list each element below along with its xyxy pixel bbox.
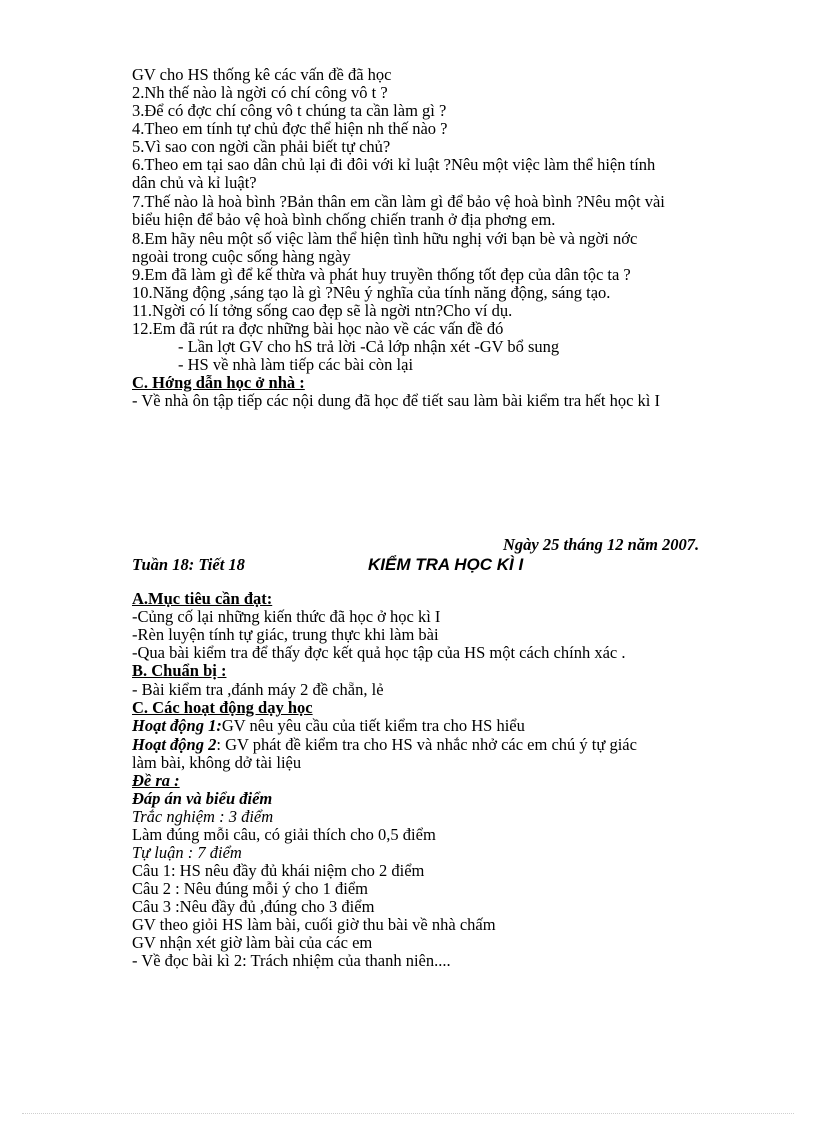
question-8: 8.Em hãy nêu một số việc làm thể hiện tình hữu nghị với bạn bè và ngời nớc [132, 229, 638, 248]
question-4: 4.Theo em tính tự chủ đợc thể hiện nh thế nào ? [132, 119, 448, 138]
question-7-cont: biểu hiện để bảo vệ hoà bình chống chiến tranh ở địa phơng em. [132, 210, 556, 229]
section-c-heading: C. Các hoạt động dạy học [132, 698, 313, 717]
question-11: 11.Ngời có lí tởng sống cao đẹp sẽ là ngời ntn?Cho ví dụ. [132, 301, 513, 320]
review-intro: GV cho HS thống kê các vấn đề đã học [132, 65, 392, 84]
question-5: 5.Vì sao con ngời cần phải biết tự chủ? [132, 137, 391, 156]
activity-1-text: GV nêu yêu cầu của tiết kiểm tra cho HS hiểu [221, 716, 525, 735]
section-b-heading: B. Chuẩn bị : [132, 661, 227, 680]
procedure-step-2: - HS về nhà làm tiếp các bài còn lại [178, 355, 414, 374]
lesson-week: Tuần 18: Tiết 18 [132, 555, 245, 574]
closing-1: GV theo giỏi HS làm bài, cuối giờ thu bài về nhà chấm [132, 915, 496, 934]
preparation-item: - Bài kiểm tra ,đánh máy 2 đề chẵn, lẻ [132, 680, 384, 699]
objective-1: -Củng cố lại những kiến thức đã học ở học kì I [132, 607, 441, 626]
lesson-title: KIỂM TRA HỌC KÌ I [368, 555, 524, 574]
section-a-heading: A.Mục tiêu cần đạt: [132, 589, 273, 608]
activity-2-text: : GV phát đề kiểm tra cho HS và nhắc nhở các em chú ý tự giác [216, 735, 637, 754]
activity-1-label: Hoạt động 1: [132, 716, 222, 735]
closing-2: GV nhận xét giờ làm bài của các em [132, 933, 373, 952]
question-12: 12.Em đã rút ra đợc những bài học nào về các vấn đề đó [132, 319, 504, 338]
exam-label: Đề ra : [132, 771, 180, 790]
objective-3: -Qua bài kiểm tra để thấy đợc kết quả học tập của HS một cách chính xác . [132, 643, 626, 662]
activity-1 [132, 717, 525, 735]
question-6: 6.Theo em tại sao dân chủ lại đi đôi với kỉ luật ?Nêu một việc làm thể hiện tính [132, 155, 656, 174]
closing-3: - Về đọc bài kì 2: Trách nhiệm của thanh niên.... [132, 951, 451, 970]
question-9: 9.Em đã làm gì để kế thừa và phát huy truyền thống tốt đẹp của dân tộc ta ? [132, 265, 631, 284]
answer-heading: Đáp án và biểu điểm [132, 789, 273, 808]
procedure-step-1: - Lần lợt GV cho hS trả lời -Cả lớp nhận xét -GV bổ sung [178, 337, 560, 356]
question-10: 10.Năng động ,sáng tạo là gì ?Nêu ý nghĩa của tính năng động, sáng tạo. [132, 283, 611, 302]
question-2: 2.Nh thế nào là ngời có chí công vô t ? [132, 83, 388, 102]
essay-item-1: Câu 1: HS nêu đầy đủ khái niệm cho 2 điểm [132, 861, 425, 880]
mc-label: Trắc nghiệm : 3 điểm [132, 807, 274, 826]
mc-text: Làm đúng mỗi câu, có giải thích cho 0,5 điểm [132, 825, 436, 844]
essay-item-2: Câu 2 : Nêu đúng mỗi ý cho 1 điểm [132, 879, 369, 898]
question-7: 7.Thế nào là hoà bình ?Bản thân em cần làm gì để bảo vệ hoà bình ?Nêu một vài [132, 192, 665, 211]
objective-2: -Rèn luyện tính tự giác, trung thực khi làm bài [132, 625, 439, 644]
question-3: 3.Để có đợc chí công vô t chúng ta cần làm gì ? [132, 101, 447, 120]
activity-2 [132, 736, 637, 754]
activity-2-label: Hoạt động 2 [132, 735, 217, 754]
question-6-cont: dân chủ và kỉ luật? [132, 173, 257, 192]
essay-item-3: Câu 3 :Nêu đầy đủ ,đúng cho 3 điểm [132, 897, 375, 916]
homework-heading: C. Hớng dẫn học ở nhà : [132, 373, 305, 392]
activity-2-cont: làm bài, không dở tài liệu [132, 753, 302, 772]
homework-text: - Về nhà ôn tập tiếp các nội dung đã học để tiết sau làm bài kiểm tra hết học kì I [132, 391, 660, 410]
question-8-cont: ngoài trong cuộc sống hàng ngày [132, 247, 351, 266]
lesson-date: Ngày 25 tháng 12 năm 2007. [503, 535, 700, 554]
page-bottom-rule [22, 1113, 794, 1114]
essay-label: Tự luận : 7 điểm [132, 843, 242, 862]
